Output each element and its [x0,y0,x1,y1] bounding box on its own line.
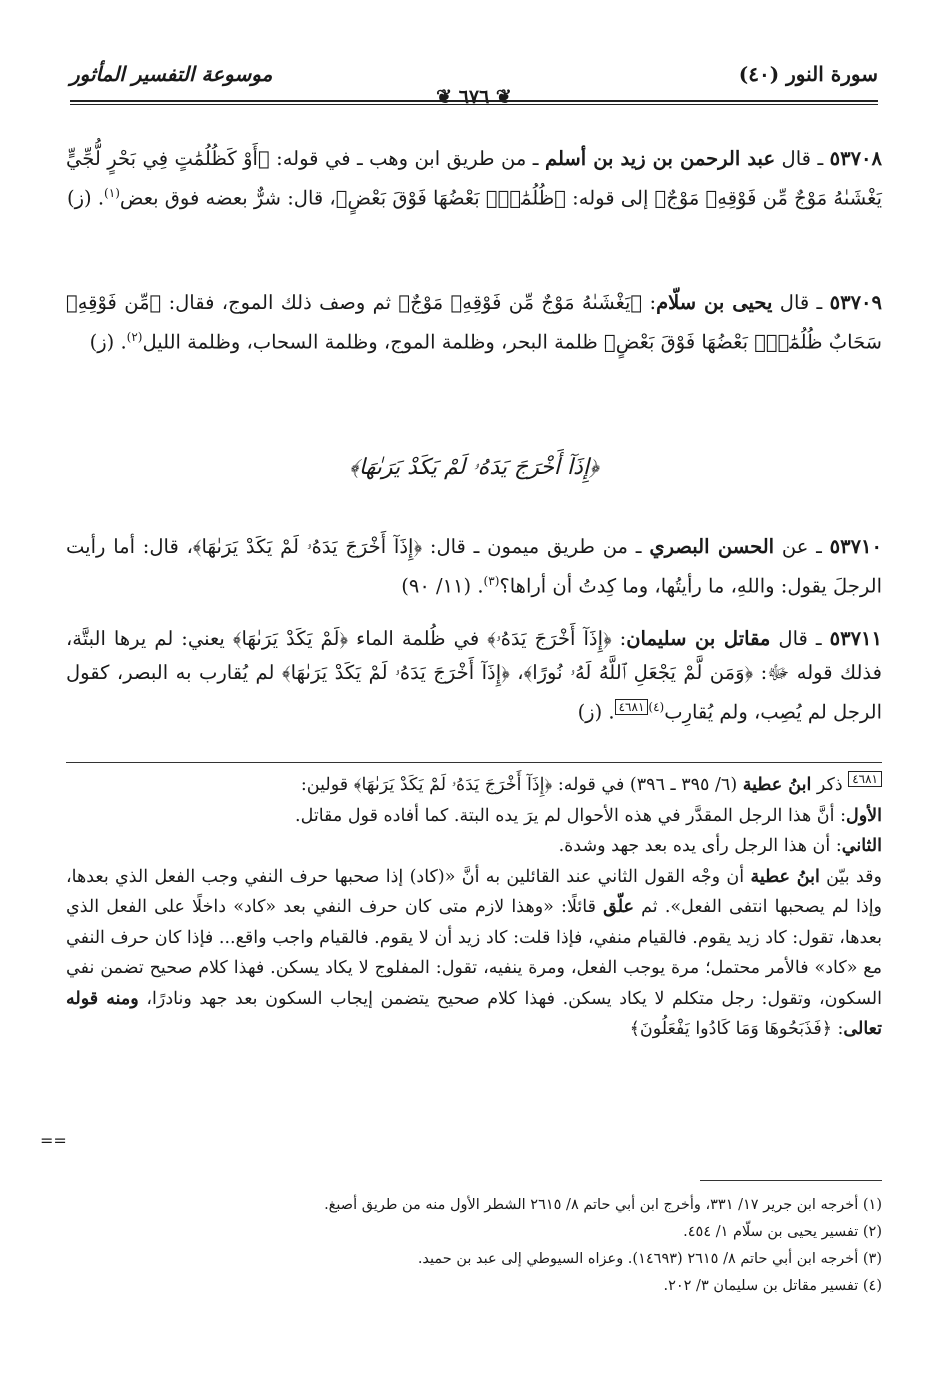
commentary-second: الثاني: أن هذا الرجل رأى يده بعد جهد وشدة. [558,836,882,856]
commentary-box: ٤٦٨١ [848,771,882,787]
header-rule-thin [70,104,878,105]
page-header [70,58,878,108]
footnotes [66,1192,882,1300]
footnote-ref: (٣) [483,574,500,588]
footnote-3: (٣) أخرجه ابن أبي حاتم ٨/ ٢٦١٥ (١٤٦٩٣). وعزاه السيوطي إلى عبد بن حميد. [417,1251,882,1267]
page-number: ❦ ٦٧٦ ❦ [436,86,512,108]
commentary-first: الأول: أنَّ هذا الرجل المقدَّر في هذه الأحوال لم يرَ يده البتة. كما أفاده قول مقاتل. [295,805,882,826]
surah-title: سورة النور (٤٠) [738,62,878,86]
commentary-separator [66,762,882,763]
footnote-2: (٢) تفسير يحيى بن سلّام ١/ ٤٥٤. [683,1224,882,1240]
footnote-1: (١) أخرجه ابن جرير ١٧/ ٣٣١، وأخرج ابن أبي حاتم ٨/ ٢٦١٥ الشطر الأول منه من طريق أصبغ. [324,1197,882,1213]
entry-53708: ٥٣٧٠٨ ـ قال عبد الرحمن بن زيد بن أسلم ـ من طريق ابن وهب ـ في قوله: ﴿أَوْ كَظُلُمَٰتٍ فِي بَحْرٍ لُّجِّيٍّ يَغْشَىٰهُ مَوْجٌ مِّن فَوْقِهِۦ مَوْجٌ﴾ إلى قوله: ﴿ظُلُمَٰتٌۢ بَعْضُهَا فَوْقَ بَعْضٍ﴾، قال: شرٌّ بعضه فوق بعض$^{(١)}$. (ز) [66,147,883,210]
commentary-intro: ٤٦٨١ ذكر ابنُ عطية (٦/ ٣٩٥ ـ ٣٩٦) في قوله: ﴿إِذَآ أَخْرَجَ يَدَهُۥ لَمْ يَكَدْ يَرَىٰهَا﴾ قولين: [66,770,882,801]
commentary-ref-box: ٤٦٨١ [615,699,649,715]
footnote-4: (٤) تفسير مقاتل بن سليمان ٣/ ٢٠٢. [663,1278,882,1294]
entry-53711: ٥٣٧١١ ـ قال مقاتل بن سليمان: ﴿إِذَآ أَخْرَجَ يَدَهُۥ﴾ في ظُلمة الماء ﴿لَمْ يَكَدْ يَرَىٰهَا﴾ يعني: لم يرها البتَّة، فذلك قوله ﷻ: ﴿وَمَن لَّمْ يَجْعَلِ ٱللَّهُ لَهُۥ نُورًا﴾، ﴿إِذَآ أَخْرَجَ يَدَهُۥ لَمْ يَكَدْ يَرَىٰهَا﴾ لم يُقارب به البصر، كقول الرجل لم يُصِب، ولم يُقارِب$^{(٤)}$٤٦٨١. (ز) [66,627,882,724]
entry-53709: ٥٣٧٠٩ ـ قال يحيى بن سلّام: ﴿يَغْشَىٰهُ مَوْجٌ مِّن فَوْقِهِۦ مَوْجٌ﴾ ثم وصف ذلك الموج، فقال: ﴿مِّن فَوْقِهِۦ سَحَابٌ ظُلُمَٰتٌۢ بَعْضُهَا فَوْقَ بَعْضٍ﴾ ظلمة البحر، وظلمة الموج، وظلمة السحاب، وظلمة الليل$^{(٢)}$. (ز) [66,291,882,354]
entry-53710: ٥٣٧١٠ ـ عن الحسن البصري ـ من طريق ميمون ـ قال: ﴿إِذَآ أَخْرَجَ يَدَهُۥ لَمْ يَكَدْ يَرَىٰهَا﴾، قال: أما رأيت الرجلَ يقول: واللهِ، ما رأيتُها، وما كِدتُ أن أراها؟$^{(٣)}$. (١١/ ٩٠) [66,535,883,598]
footnote-ref: (٢) [126,330,143,344]
commentary-explanation: وقد بيّن ابنُ عطية أن وجْه القول الثاني عند القائلين به أنَّ «(كاد) إذا صحبها حرف النفي وجب الفعل الذي بعدها، وإذا لم يصحبها انتفى الفعل». ثم علّق قائلًا: «وهذا لازم متى كان حرف النفي بعد «كاد» داخلًا على الفعل الذي بعدها، تقول: كاد زيد يقوم. فالقيام منفي، فإذا قلت: كاد زيد أن لا يقوم. فالقيام واجب واقع... فإذا كان حرف النفي مع «كاد» فالأمر محتمل؛ مرة يوجب الفعل، ومرة ينفيه، تقول: المفلوج لا يكاد يسكن. فهذا كلام صحيح تضمن نفي السكون، وتقول: رجل متكلم لا يكاد يسكن. فهذا كلام صحيح يتضمن إيجاب السكون بعد جهد ونادرًا، ومنه قوله تعالى: ﴿فَذَبَحُوهَا وَمَا كَادُوا يَفْعَلُونَ﴾ [66,866,883,1039]
commentary-block [66,770,882,1045]
section-heading: ﴿إِذَآ أَخْرَجَ يَدَهُۥ لَمْ يَكَدْ يَرَىٰهَا﴾ [349,455,599,480]
header-rule [70,100,878,102]
continuation-mark: == [40,1131,67,1150]
footnote-ref: (٤) [648,700,665,714]
book-title: موسوعة التفسير المأثور [70,62,273,86]
footnote-separator [700,1180,882,1181]
footnote-ref: (١) [104,186,120,200]
